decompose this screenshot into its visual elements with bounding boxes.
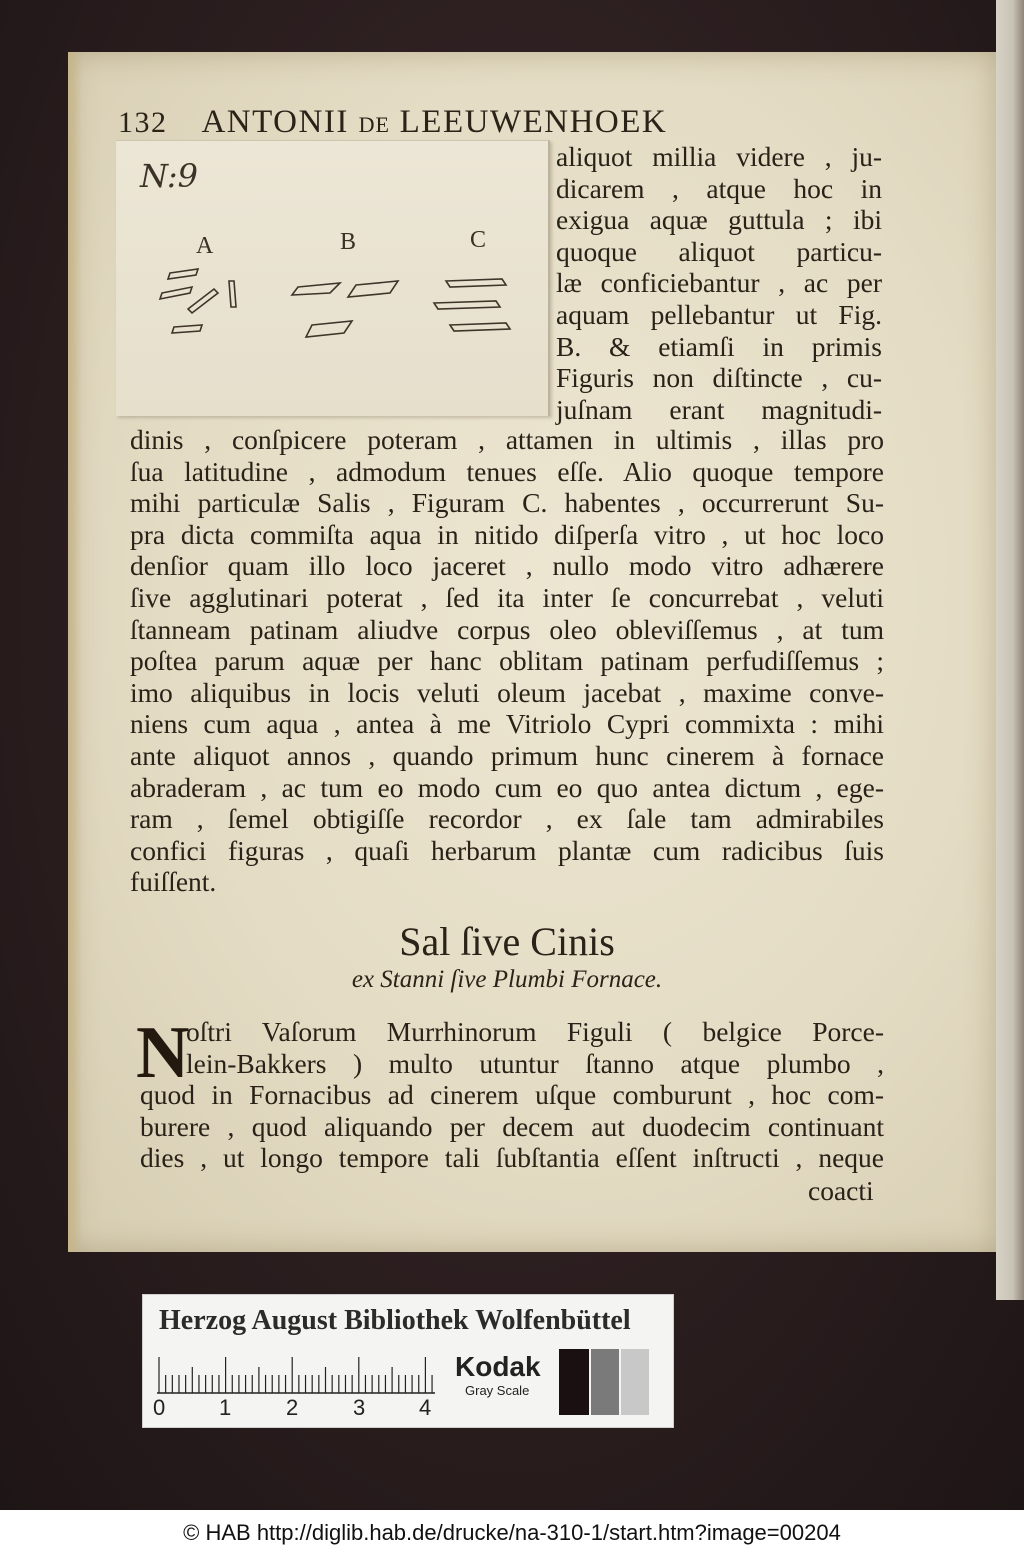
author-first-name: ANTONII — [201, 104, 349, 140]
author-last-name: LEEUWENHOEK — [399, 104, 668, 140]
crystal-c-1 — [446, 279, 506, 287]
text-line: B. & etiamſi in primis — [556, 330, 882, 362]
text-line: fuiſſent. — [130, 866, 217, 898]
scale-number: 4 — [419, 1395, 432, 1420]
section-subheading: ex Stanni ſive Plumbi Fornace. — [351, 966, 663, 993]
text-line: poſtea parum aquæ per hanc oblitam patinam perfudiſſemus ; — [130, 645, 884, 677]
crystal-a-3 — [188, 289, 218, 313]
crystal-a-5 — [172, 325, 202, 333]
text-line: imo aliquibus in locis veluti oleum jacebat , maxime conve- — [130, 676, 884, 708]
scale-number: 0 — [153, 1395, 166, 1420]
crystal-b-1 — [292, 283, 340, 295]
kodak-logo-text: Kodak — [455, 1351, 541, 1382]
text-line: lein-Bakkers ) multo utuntur ſtanno atque plumbo , — [186, 1047, 884, 1079]
text-line: ſua latitudine , admodum tenues eſſe. Alio quoque tempore — [130, 455, 884, 487]
text-line: læ conficiebantur , ac per — [556, 267, 882, 299]
figure-plate — [116, 140, 550, 416]
crystal-a-4 — [229, 281, 236, 307]
scale-number: 3 — [353, 1395, 366, 1420]
facing-page-edge — [996, 0, 1024, 1300]
scale-number: 1 — [219, 1395, 232, 1420]
text-line: ſive agglutinari poterat , ſed ita inter ſe concurrebat , veluti — [130, 581, 884, 613]
crystal-c-2 — [434, 301, 500, 309]
text-line: aliquot millia videre , ju- — [556, 141, 882, 172]
salt-crystal-drawings — [116, 141, 548, 416]
color-scale-card — [142, 1294, 674, 1428]
author-particle: DE — [358, 112, 390, 137]
text-line: mihi particulæ Salis , Figuram C. habentes , occurrerunt Su- — [130, 487, 884, 519]
text-line: niens cum aqua , antea à me Vitriolo Cypri commixta : mihi — [130, 708, 884, 740]
text-line: burere , quod aliquando per decem aut duodecim continuant — [140, 1110, 884, 1142]
text-line: aquam pellebantur ut Fig. — [556, 298, 882, 330]
text-line: ſtanneam patinam aliudve corpus oleo obleviſſemus , at tum — [130, 613, 884, 645]
crystal-b-3 — [306, 321, 352, 337]
figure-label-a: A — [196, 233, 214, 259]
text-line: ram , ſemel obtigiſſe recordor , ex ſale tam admirabiles — [130, 803, 884, 835]
text-line: pra dicta commiſta aqua in nitido diſperſa vitro , ut hoc loco — [130, 518, 884, 550]
drop-cap: N — [136, 1012, 190, 1094]
page-number: 132 — [118, 106, 168, 139]
figure-number: N:9 — [140, 157, 198, 195]
crystal-c-3 — [450, 323, 510, 331]
crystal-a-1 — [168, 269, 198, 279]
text-line: dicarem , atque hoc in — [556, 172, 882, 204]
running-head — [118, 104, 818, 144]
catchword: coacti — [808, 1175, 874, 1206]
paragraph-indented-lines — [186, 1016, 884, 1079]
ruler-ticks — [159, 1357, 432, 1393]
text-line: oſtri Vaſorum Murrhinorum Figuli ( belgice Porce- — [186, 1016, 884, 1047]
crystal-a-2 — [160, 287, 192, 299]
text-line: dinis , conſpicere poteram , attamen in ultimis , illas pro — [130, 424, 884, 455]
scale-number: 2 — [286, 1395, 299, 1420]
text-line: abraderam , ac tum eo modo cum eo quo antea dictum , ege- — [130, 771, 884, 803]
text-line: quod in Fornacibus ad cinerem uſque comburunt , hoc com- — [140, 1079, 884, 1110]
text-line: exigua aquæ guttula ; ibi — [556, 204, 882, 236]
full-width-text — [130, 424, 884, 898]
right-column-text — [556, 141, 882, 425]
section-heading: Sal ſive Cinis — [399, 919, 615, 964]
crystal-b-2 — [348, 281, 398, 297]
text-line: confici figuras , quaſi herbarum plantæ cum radicibus ſuis — [130, 834, 884, 866]
gray-patch-mid — [591, 1349, 619, 1415]
gray-patch-light — [621, 1349, 649, 1415]
library-name: Herzog August Bibliothek Wolfenbüttel — [159, 1305, 631, 1336]
copyright-link-text[interactable]: © HAB http://diglib.hab.de/drucke/na-310-1/start.htm?image=00204 — [183, 1520, 841, 1545]
paragraph-full-lines — [140, 1079, 884, 1174]
text-line: ante aliquot annos , quando primum hunc cinerem à fornace — [130, 739, 884, 771]
gray-scale-label: Gray Scale — [465, 1383, 530, 1398]
text-line: dies , ut longo tempore tali ſubſtantia eſſent inſtructi , neque — [140, 1142, 884, 1174]
page-gutter-shadow — [68, 52, 82, 1252]
text-line: denſior quam illo loco jaceret , nullo modo vitro adhærere — [130, 550, 884, 582]
text-line: quoque aliquot particu- — [556, 235, 882, 267]
figure-label-b: B — [340, 229, 357, 255]
text-line: juſnam erant magnitudi- — [556, 393, 882, 425]
text-line: Figuris non diſtincte , cu- — [556, 362, 882, 394]
figure-label-c: C — [470, 227, 487, 253]
copyright-footer — [0, 1510, 1024, 1554]
gray-patch-black — [559, 1349, 589, 1415]
